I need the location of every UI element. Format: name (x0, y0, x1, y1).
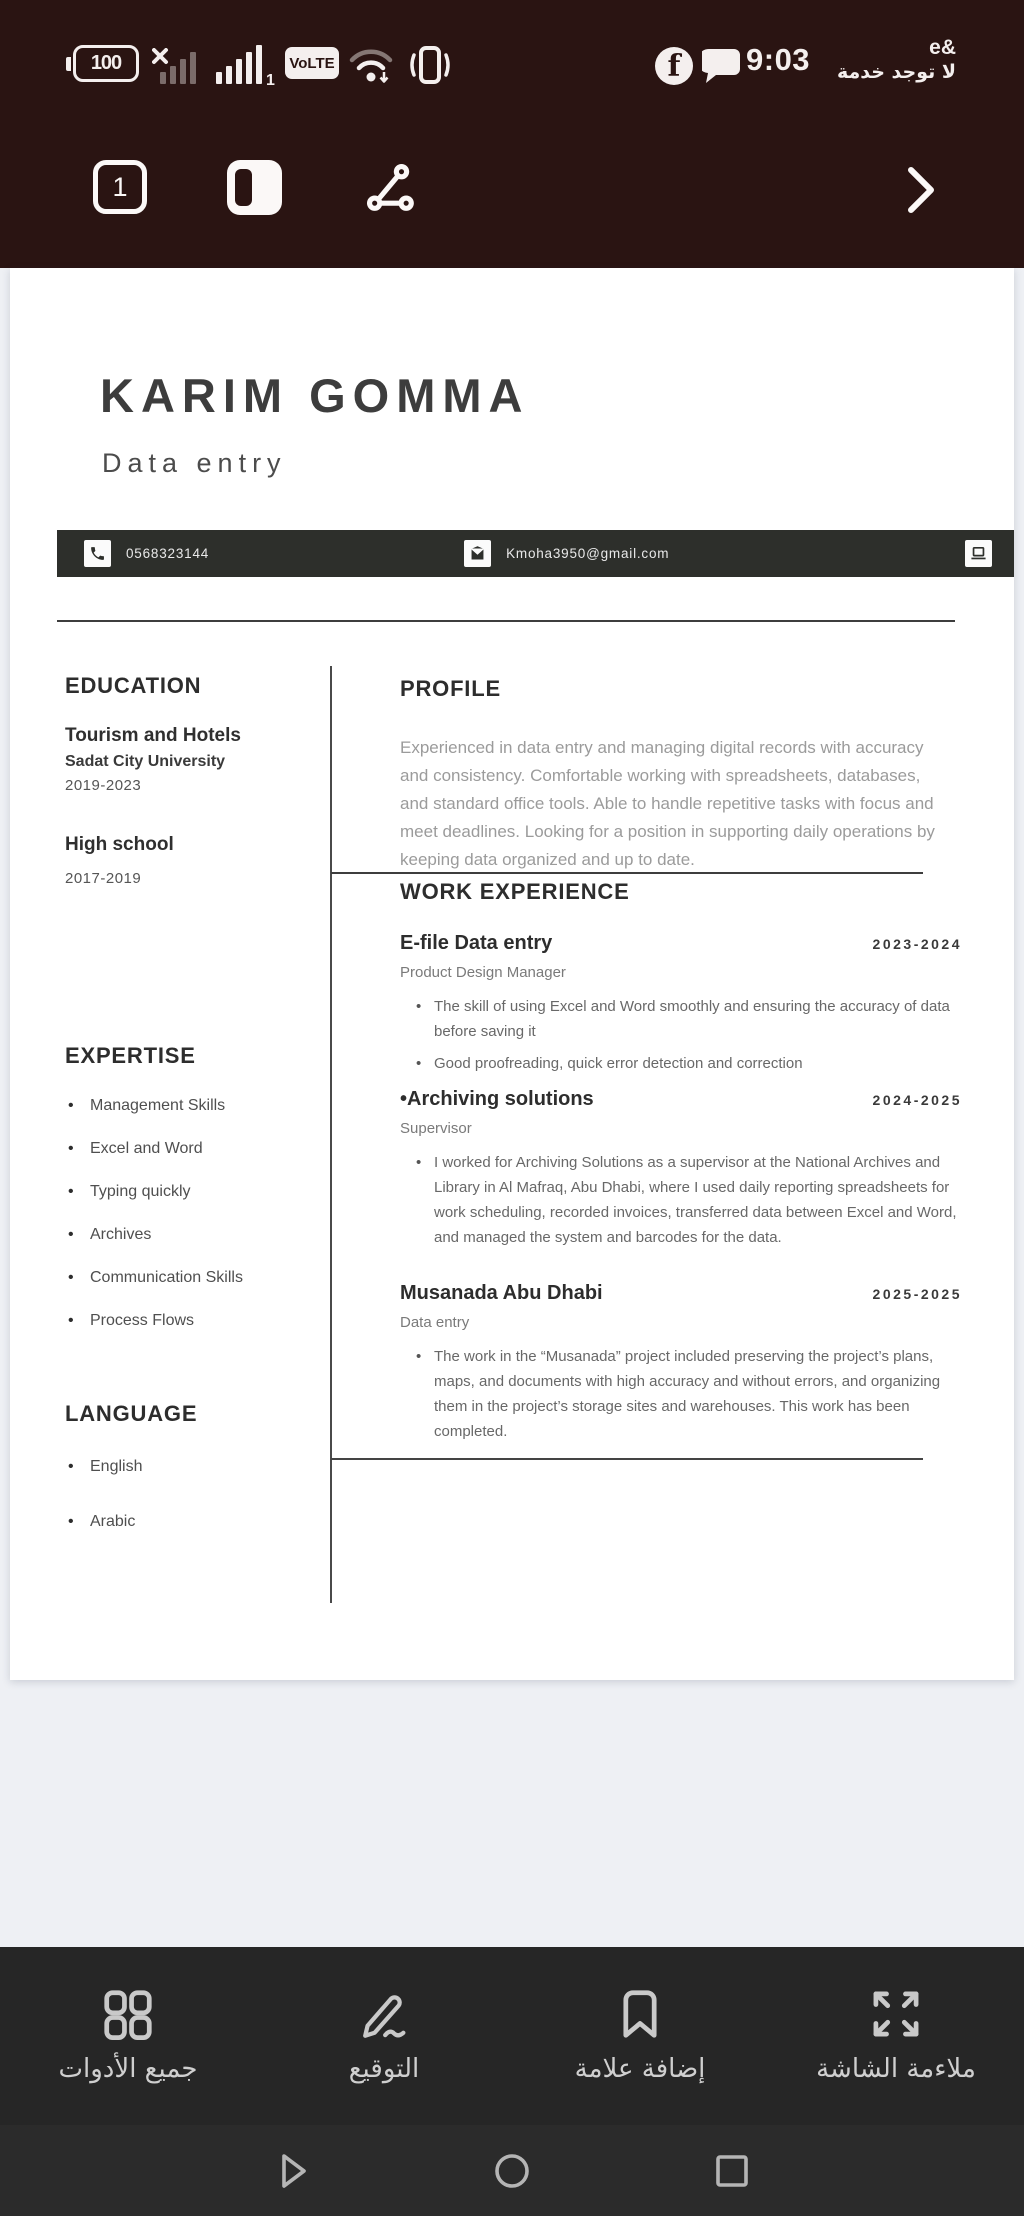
clock: 9:03 (746, 42, 811, 77)
facebook-notification-icon: f (655, 47, 693, 85)
chevron-right-icon[interactable] (903, 162, 939, 218)
page-number-button[interactable] (93, 160, 147, 214)
job-entry (400, 932, 962, 1083)
profile-heading: PROFILE (400, 676, 501, 701)
page-number: 1 (112, 171, 128, 202)
expertise-item: • Process Flows (68, 1310, 243, 1331)
vibrate-icon (406, 45, 454, 85)
expertise-item: • Typing quickly (68, 1181, 243, 1202)
volte-badge: VoLTE (285, 47, 339, 79)
column-divider (330, 666, 332, 1603)
job-bullet: • Good proofreading, quick error detection and correction (400, 1051, 962, 1076)
wifi-icon (348, 46, 398, 86)
education-heading: EDUCATION (65, 673, 202, 698)
job-title: E-file Data entry (400, 932, 553, 954)
home-button[interactable] (490, 2149, 534, 2193)
job-bullets (400, 994, 962, 1076)
bookmark-icon (617, 1988, 663, 2040)
laptop-icon (965, 540, 992, 567)
signature-button[interactable] (256, 1947, 512, 2125)
expertise-item: • Excel and Word (68, 1138, 243, 1159)
all-tools-button[interactable] (0, 1947, 256, 2125)
contact-website (965, 540, 992, 567)
work-experience-heading: WORK EXPERIENCE (400, 879, 630, 904)
recents-button[interactable] (710, 2149, 754, 2193)
language-item: • Arabic (68, 1511, 142, 1532)
sim1-no-signal-icon (152, 48, 198, 84)
expertise-list (68, 1095, 243, 1353)
battery-icon (66, 45, 139, 82)
job-entry (400, 1088, 962, 1257)
job-bullet: • The work in the “Musanada” project included preserving the project’s plans, maps, and documents with high accuracy and without errors, and organizing them in the project’s storage sites and warehouses. This work has been completed. (400, 1344, 962, 1444)
chat-notification-icon (702, 47, 742, 85)
pdf-bottom-toolbar (0, 1947, 1024, 2125)
android-navigation-bar (0, 2125, 1024, 2216)
email-address: Kmoha3950@gmail.com (506, 546, 670, 561)
tool-label: ملاءمة الشاشة (816, 2054, 976, 2084)
job-dates: 2025-2025 (872, 1286, 962, 1302)
sim2-number: 1 (266, 72, 275, 86)
job-title: •Archiving solutions (400, 1088, 594, 1110)
service-status-text: لا توجد خدمة (836, 61, 956, 83)
contact-bar (57, 530, 1014, 577)
language-list (68, 1456, 142, 1566)
battery-nub (66, 57, 71, 71)
job-title: Musanada Abu Dhabi (400, 1282, 603, 1304)
edu-school: Sadat City University (65, 753, 226, 770)
share-icon[interactable] (363, 160, 419, 216)
education-item (65, 834, 174, 887)
grid-icon (102, 1988, 154, 2040)
phone-icon (84, 540, 111, 567)
tool-label: إضافة علامة (574, 2054, 706, 2084)
status-and-toolbar-header (0, 0, 1024, 268)
back-button[interactable] (270, 2149, 314, 2193)
job-bullet: • The skill of using Excel and Word smoothly and ensuring the accuracy of data before saving it (400, 994, 962, 1044)
expertise-item: • Communication Skills (68, 1267, 243, 1288)
header-divider (57, 620, 955, 622)
profile-text: Experienced in data entry and managing digital records with accuracy and consistency. Comfortable working with spreadsheets, databases, and standard office tools. Able to handle repetitive tasks with focus and meet deadlines. Looking for a position in supporting daily operations by keeping data organized and up to date. (400, 738, 935, 869)
edu-years: 2017-2019 (65, 870, 142, 887)
expertise-item: • Management Skills (68, 1095, 243, 1116)
fit-screen-button[interactable] (768, 1947, 1024, 2125)
add-bookmark-button[interactable] (512, 1947, 768, 2125)
expertise-heading: EXPERTISE (65, 1043, 196, 1068)
carrier-status (837, 36, 956, 84)
email-icon (464, 540, 491, 567)
edu-degree: High school (65, 834, 174, 855)
education-item (65, 725, 241, 794)
job-bullets (400, 1344, 962, 1444)
job-role: Product Design Manager (400, 964, 566, 981)
job-role: Supervisor (400, 1120, 472, 1137)
language-item: • English (68, 1456, 142, 1477)
expand-icon (870, 1988, 922, 2040)
resume-name: KARIM GOMMA (100, 369, 530, 422)
job-bullet: • I worked for Archiving Solutions as a supervisor at the National Archives and Library in Al Mafraq, Abu Dhabi, where I used daily reporting spreadsheets for work scheduling, recorded invoices, transferred data between Excel and Word, and managed the system and barcodes for the data. (400, 1150, 962, 1250)
job-entry (400, 1282, 962, 1451)
tool-label: جميع الأدوات (58, 2054, 198, 2084)
tool-label: التوقيع (348, 2054, 420, 2084)
edu-degree: Tourism and Hotels (65, 725, 241, 746)
contact-email (464, 540, 669, 567)
battery-percent: 100 (73, 45, 139, 82)
edu-years: 2019-2023 (65, 777, 142, 794)
pen-icon (357, 1988, 411, 2040)
job-dates: 2023-2024 (872, 936, 962, 952)
job-role: Data entry (400, 1314, 470, 1331)
phone-number: 0568323144 (126, 546, 210, 561)
side-panel-icon[interactable] (227, 160, 282, 215)
experience-divider (331, 1458, 923, 1460)
expertise-item: • Archives (68, 1224, 243, 1245)
carrier-name: e& (929, 36, 956, 59)
job-bullets (400, 1150, 962, 1250)
language-heading: LANGUAGE (65, 1401, 198, 1426)
resume-job-title: Data entry (102, 448, 287, 478)
job-dates: 2024-2025 (872, 1092, 962, 1108)
pdf-page[interactable] (10, 268, 1014, 1680)
sim2-signal-icon (216, 44, 276, 86)
contact-phone (84, 540, 209, 567)
